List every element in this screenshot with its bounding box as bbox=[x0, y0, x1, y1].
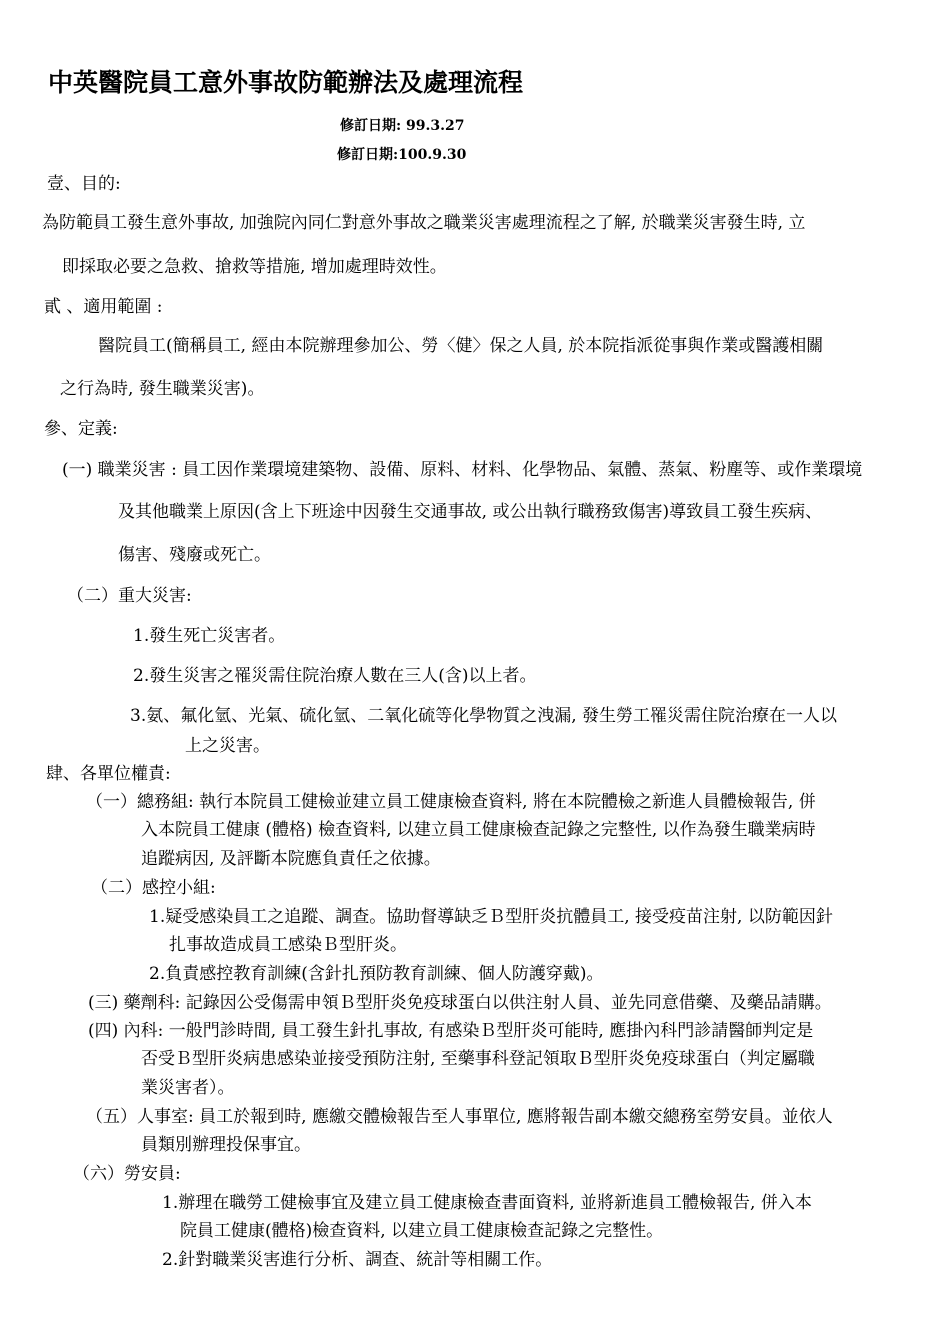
purpose-text-line: 為防範員工發生意外事故, 加強院內同仁對意外事故之職業災害處理流程之了解, 於職業災害發生時, 立 bbox=[42, 213, 806, 233]
personnel-text-line: （五）人事室: 員工於報到時, 應繳交體檢報告至人事單位, 應將報告副本繳交總務室勞安員。並依人 bbox=[86, 1107, 833, 1127]
section-heading-definitions: 參、定義: bbox=[44, 419, 118, 439]
internal-medicine-text-line: 否受Ｂ型肝炎病患感染並接受預防注射, 至藥事科登記領取Ｂ型肝炎免疫球蛋白（判定屬職 bbox=[141, 1049, 815, 1069]
definition-occupational-injury: (一) 職業災害 : 員工因作業環境建築物、設備、原料、材料、化學物品、氣體、蒸氣、粉塵等、或作業環境 bbox=[62, 460, 863, 480]
major-disaster-item: 1.發生死亡災害者。 bbox=[133, 626, 286, 646]
definition-occupational-injury-cont: 及其他職業上原因(含上下班途中因發生交通事故, 或公出執行職務致傷害)導致員工發生疾病、 bbox=[118, 502, 823, 522]
infection-control-item: 2.負責感控教育訓練(含針扎預防教育訓練、個人防護穿戴)。 bbox=[149, 964, 604, 984]
infection-control-item-cont: 扎事故造成員工感染Ｂ型肝炎。 bbox=[169, 935, 407, 955]
section-heading-responsibilities: 肆、各單位權責: bbox=[46, 764, 171, 784]
section-heading-scope: 貳 、適用範圍 : bbox=[44, 297, 163, 317]
infection-control-heading: （二）感控小組: bbox=[91, 878, 216, 898]
scope-text-line: 之行為時, 發生職業災害)。 bbox=[60, 379, 265, 399]
pharmacy-text: (三) 藥劑科: 記錄因公受傷需申領Ｂ型肝炎免疫球蛋白以供注射人員、並先同意借藥、及藥品請購。 bbox=[88, 993, 832, 1013]
general-affairs-text-line: 入本院員工健康 (體格) 檢查資料, 以建立員工健康檢查記錄之完整性, 以作為發生職業病時 bbox=[141, 820, 816, 840]
purpose-text-line: 即採取必要之急救、搶救等措施, 增加處理時效性。 bbox=[62, 257, 447, 277]
internal-medicine-text-line: (四) 內科: 一般門診時間, 員工發生針扎事故, 有感染Ｂ型肝炎可能時, 應掛內科門診請醫師判定是 bbox=[88, 1021, 814, 1041]
definition-occupational-injury-cont: 傷害、殘廢或死亡。 bbox=[118, 545, 271, 565]
safety-officer-item: 2.針對職業災害進行分析、調查、統計等相關工作。 bbox=[162, 1250, 553, 1270]
major-disaster-item: 2.發生災害之罹災需住院治療人數在三人(含)以上者。 bbox=[133, 666, 537, 686]
safety-officer-item-cont: 院員工健康(體格)檢查資料, 以建立員工健康檢查記錄之完整性。 bbox=[180, 1221, 664, 1241]
major-disaster-item-cont: 上之災害。 bbox=[185, 736, 270, 756]
definition-major-disaster-heading: （二）重大災害: bbox=[67, 586, 192, 606]
general-affairs-text-line: （一）總務組: 執行本院員工健檢並建立員工健康檢查資料, 將在本院體檢之新進人員體檢報告, 併 bbox=[86, 792, 816, 812]
safety-officer-item: 1.辦理在職勞工健檢事宜及建立員工健康檢查書面資料, 並將新進員工體檢報告, 併入本 bbox=[162, 1193, 812, 1213]
section-heading-purpose: 壹、目的: bbox=[47, 174, 121, 194]
internal-medicine-text-line: 業災害者）。 bbox=[141, 1078, 235, 1098]
personnel-text-line: 員類別辦理投保事宜。 bbox=[141, 1135, 311, 1155]
major-disaster-item: 3.氨、氟化氫、光氣、硫化氫、二氧化硫等化學物質之洩漏, 發生勞工罹災需住院治療在一人以 bbox=[130, 706, 838, 726]
safety-officer-heading: （六）勞安員: bbox=[73, 1164, 181, 1184]
document-title: 中英醫院員工意外事故防範辦法及處理流程 bbox=[48, 68, 524, 97]
general-affairs-text-line: 追蹤病因, 及評斷本院應負責任之依據。 bbox=[141, 849, 441, 869]
revision-date: 修訂日期: 99.3.27 bbox=[340, 118, 465, 134]
infection-control-item: 1.疑受感染員工之追蹤、調查。協助督導缺乏Ｂ型肝炎抗體員工, 接受疫苗注射, 以防範因針 bbox=[149, 907, 833, 927]
scope-text-line: 醫院員工(簡稱員工, 經由本院辦理參加公、勞〈健〉保之人員, 於本院指派從事與作業或醫護相關 bbox=[98, 336, 824, 356]
revision-date: 修訂日期:100.9.30 bbox=[337, 147, 467, 163]
